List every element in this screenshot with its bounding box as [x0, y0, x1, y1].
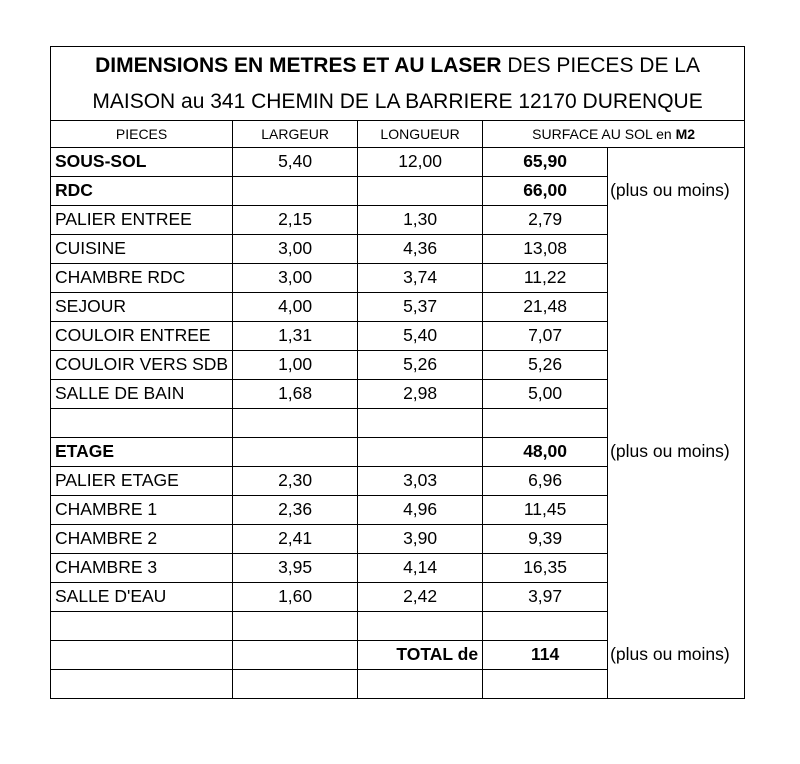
- dimensions-table: [50, 46, 745, 699]
- empty-row: [51, 612, 745, 641]
- room-largeur: [233, 177, 358, 206]
- room-name: ETAGE: [51, 438, 233, 467]
- header-surface-label: SURFACE AU SOL en: [532, 126, 672, 142]
- dimensions-sheet: [50, 46, 745, 699]
- room-largeur: 3,00: [233, 235, 358, 264]
- room-surface: 7,07: [483, 322, 608, 351]
- room-name: SALLE DE BAIN: [51, 380, 233, 409]
- room-largeur: 3,00: [233, 264, 358, 293]
- room-longueur: 4,14: [358, 554, 483, 583]
- room-largeur: 4,00: [233, 293, 358, 322]
- room-longueur: 12,00: [358, 148, 483, 177]
- room-name: CUISINE: [51, 235, 233, 264]
- header-row: [51, 121, 745, 148]
- room-name: COULOIR ENTREE: [51, 322, 233, 351]
- room-longueur: 2,98: [358, 380, 483, 409]
- room-name: COULOIR VERS SDB: [51, 351, 233, 380]
- room-surface: 3,97: [483, 583, 608, 612]
- room-longueur: 3,74: [358, 264, 483, 293]
- table-row: [51, 235, 745, 264]
- room-longueur: 5,26: [358, 351, 483, 380]
- room-surface: 5,26: [483, 351, 608, 380]
- table-row: [51, 525, 745, 554]
- note-cell: [608, 148, 745, 177]
- total-label: TOTAL de: [358, 641, 483, 670]
- note-cell: [608, 496, 745, 525]
- room-name: CHAMBRE 2: [51, 525, 233, 554]
- note-cell: [608, 583, 745, 612]
- room-surface: 13,08: [483, 235, 608, 264]
- room-name: CHAMBRE 3: [51, 554, 233, 583]
- total-row: [51, 641, 745, 670]
- room-name: SOUS-SOL: [51, 148, 233, 177]
- note-cell: [608, 293, 745, 322]
- room-longueur: 4,96: [358, 496, 483, 525]
- note-cell: [608, 467, 745, 496]
- etage-note: (plus ou moins): [608, 438, 745, 467]
- room-surface: 11,45: [483, 496, 608, 525]
- header-largeur: LARGEUR: [233, 121, 358, 148]
- room-largeur: 2,41: [233, 525, 358, 554]
- header-surface: [483, 121, 745, 148]
- room-longueur: [358, 438, 483, 467]
- table-row: [51, 380, 745, 409]
- room-largeur: 5,40: [233, 148, 358, 177]
- note-cell: [608, 525, 745, 554]
- table-row: [51, 264, 745, 293]
- note-cell: [608, 235, 745, 264]
- room-surface: 5,00: [483, 380, 608, 409]
- table-row: [51, 351, 745, 380]
- room-name: RDC: [51, 177, 233, 206]
- table-row: [51, 467, 745, 496]
- room-largeur: 1,60: [233, 583, 358, 612]
- title-line-1: [51, 47, 745, 84]
- total-note: (plus ou moins): [608, 641, 745, 670]
- title-rest: DES PIECES DE LA: [507, 53, 700, 77]
- rdc-note: (plus ou moins): [608, 177, 745, 206]
- room-largeur: 3,95: [233, 554, 358, 583]
- header-surface-unit: M2: [675, 126, 696, 142]
- room-surface: 2,79: [483, 206, 608, 235]
- room-largeur: [233, 438, 358, 467]
- note-cell: [608, 264, 745, 293]
- room-longueur: 3,03: [358, 467, 483, 496]
- note-cell: [608, 351, 745, 380]
- room-longueur: 5,40: [358, 322, 483, 351]
- title-bold: DIMENSIONS EN METRES ET AU LASER: [95, 53, 502, 77]
- room-surface: 11,22: [483, 264, 608, 293]
- room-longueur: 2,42: [358, 583, 483, 612]
- title-row-2: [51, 84, 745, 121]
- room-longueur: 5,37: [358, 293, 483, 322]
- note-cell: [608, 554, 745, 583]
- title-row-1: [51, 47, 745, 84]
- table-row: [51, 206, 745, 235]
- total-surface: 114: [483, 641, 608, 670]
- title-line-2: MAISON au 341 CHEMIN DE LA BARRIERE 12170 DURENQUE: [51, 84, 745, 121]
- room-surface: 66,00: [483, 177, 608, 206]
- room-name: PALIER ENTREE: [51, 206, 233, 235]
- room-longueur: [358, 177, 483, 206]
- room-surface: 48,00: [483, 438, 608, 467]
- room-largeur: 2,30: [233, 467, 358, 496]
- header-pieces: PIECES: [51, 121, 233, 148]
- table-row: [51, 496, 745, 525]
- table-row: [51, 583, 745, 612]
- room-largeur: 1,68: [233, 380, 358, 409]
- room-largeur: 1,31: [233, 322, 358, 351]
- room-name: SEJOUR: [51, 293, 233, 322]
- room-largeur: 2,36: [233, 496, 358, 525]
- room-surface: 16,35: [483, 554, 608, 583]
- room-name: CHAMBRE 1: [51, 496, 233, 525]
- room-longueur: 4,36: [358, 235, 483, 264]
- room-surface: 21,48: [483, 293, 608, 322]
- table-row: [51, 438, 745, 467]
- header-longueur: LONGUEUR: [358, 121, 483, 148]
- table-row: [51, 293, 745, 322]
- room-surface: 65,90: [483, 148, 608, 177]
- table-row: [51, 322, 745, 351]
- note-cell: [608, 206, 745, 235]
- room-name: SALLE D'EAU: [51, 583, 233, 612]
- room-surface: 9,39: [483, 525, 608, 554]
- note-cell: [608, 322, 745, 351]
- room-name: PALIER ETAGE: [51, 467, 233, 496]
- empty-row: [51, 409, 745, 438]
- room-largeur: 2,15: [233, 206, 358, 235]
- room-surface: 6,96: [483, 467, 608, 496]
- table-row: [51, 148, 745, 177]
- room-name: CHAMBRE RDC: [51, 264, 233, 293]
- empty-row: [51, 670, 745, 699]
- room-largeur: 1,00: [233, 351, 358, 380]
- table-row: [51, 177, 745, 206]
- note-cell: [608, 380, 745, 409]
- table-row: [51, 554, 745, 583]
- room-longueur: 3,90: [358, 525, 483, 554]
- room-longueur: 1,30: [358, 206, 483, 235]
